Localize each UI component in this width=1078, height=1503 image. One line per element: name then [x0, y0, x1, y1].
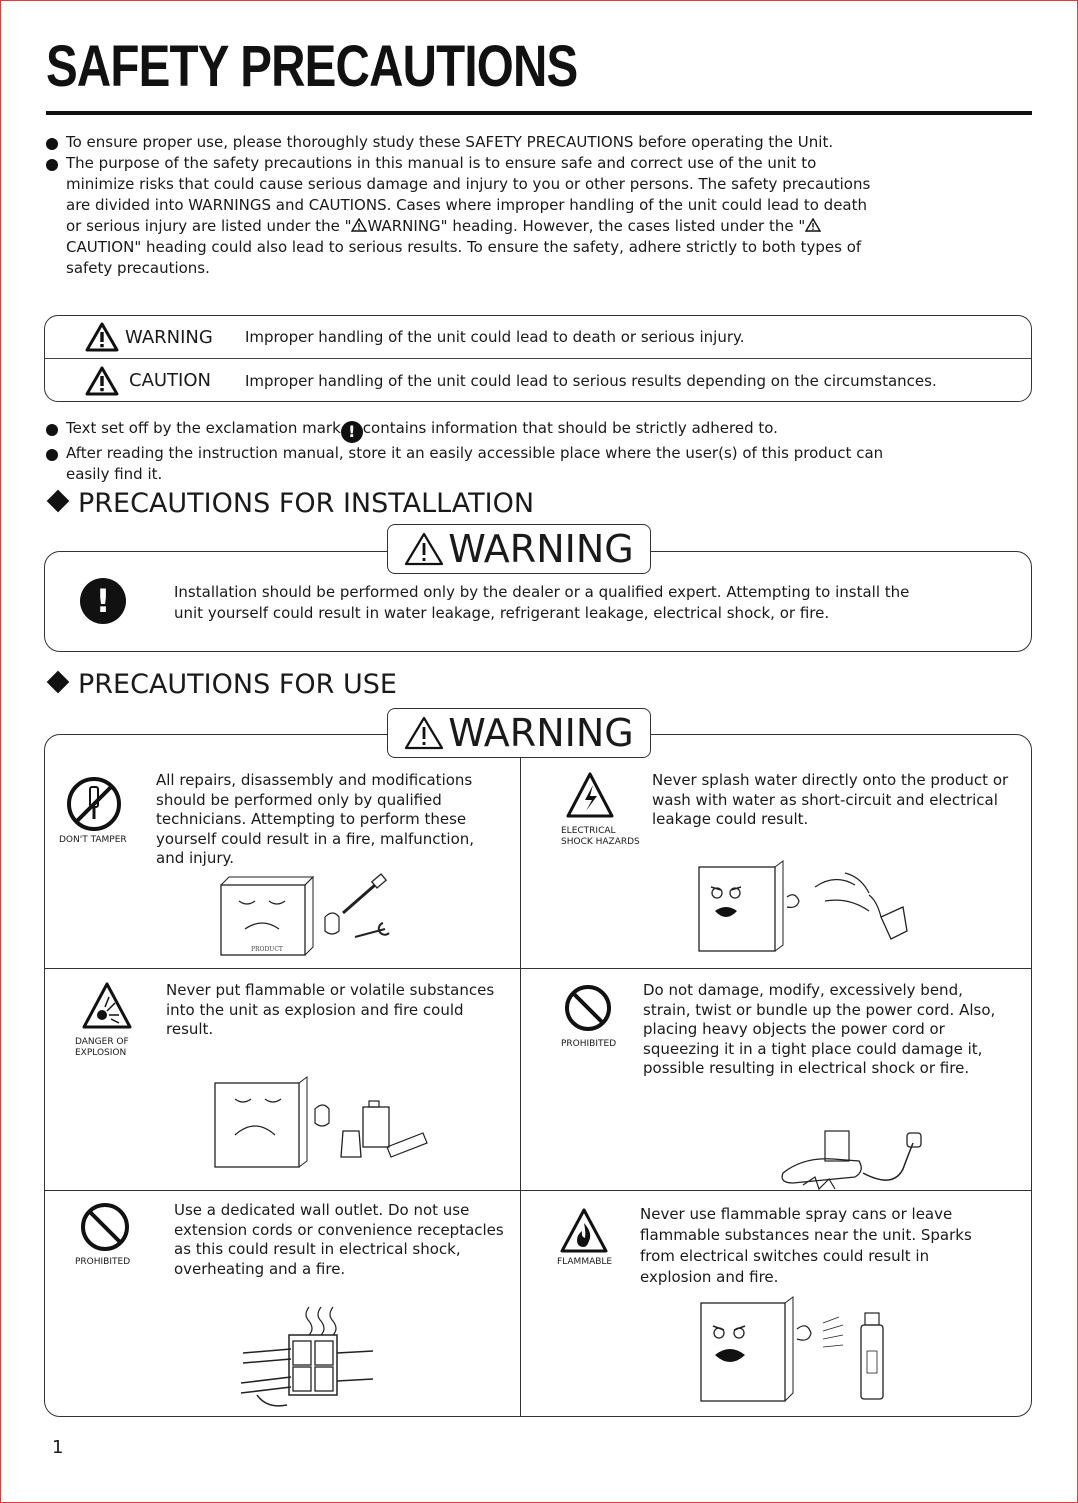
intro-bullet-2-text-a: The purpose of the safety precautions in this manual is to ensure safe and correct use of the unit to minimize risks that could cause serious damage and injury to you or other persons. The safety precautions are divided into WARNINGS and CAUTIONS. Cases where improper handling of the unit could lead to death or serious injury are listed under the " — [66, 154, 871, 235]
installation-heading — [46, 487, 534, 521]
caution-level-desc: Improper handling of the unit could lead to serious results depending on the circumstances. — [245, 371, 937, 390]
warning-triangle-icon — [805, 218, 821, 232]
use-warning-grid — [44, 734, 1032, 1417]
use-cell-flammable — [521, 1191, 1031, 1416]
explosion-icon — [81, 981, 133, 1031]
use-badge-label: WARNING — [448, 711, 634, 755]
flammable-icon — [559, 1207, 609, 1255]
caution-level-row — [45, 359, 1031, 402]
warning-triangle-icon — [351, 218, 367, 232]
use-cell-power-cord — [521, 969, 1031, 1190]
power-cord-warning-text: Do not damage, modify, excessively bend, strain, twist or bundle up the power cord. Also, placing heavy objects the power cord or squeezing it in a tight place could damage it, possible resulting in electrical shock or fire. — [643, 981, 996, 1077]
note-1-text-a: Text set off by the exclamation mark — [66, 419, 341, 437]
product-repair-illustration-icon — [215, 873, 405, 957]
use-cell-tamper — [45, 735, 520, 968]
bullet-dot-icon — [46, 159, 58, 171]
warning-level-row — [45, 316, 1031, 359]
exclamation-mark-icon: ! — [80, 578, 126, 624]
intro-bullet-2-text-c: CAUTION" heading could also lead to serious results. To ensure the safety, adhere strictly to both types of safety precautions. — [66, 238, 862, 277]
electrical-shock-icon — [565, 771, 615, 821]
caution-level-name: CAUTION — [129, 370, 211, 391]
intro-bullet-2-text-b: WARNING" heading. However, the cases listed under the " — [367, 217, 806, 235]
installation-warning-badge — [387, 524, 651, 574]
hazard-level-table — [44, 315, 1032, 402]
warning-triangle-icon — [85, 322, 119, 352]
prohibited-icon — [79, 1201, 131, 1253]
installation-heading-text: PRECAUTIONS FOR INSTALLATION — [78, 488, 535, 519]
prohibited-label: PROHIBITED — [75, 1257, 131, 1267]
installation-warning-text: Installation should be performed only by the dealer or a qualified expert. Attempting to install the unit yourself could result in water leakage, refrigerant leakage, electrical shock, or fire. — [174, 583, 910, 622]
intro-bullet-1-text: To ensure proper use, please thoroughly study these SAFETY PRECAUTIONS before operating the Unit. — [66, 133, 834, 151]
product-illustration-label: PRODUCT — [251, 946, 283, 953]
bullet-dot-icon — [46, 449, 58, 461]
note-bullet-1 — [44, 418, 904, 443]
diamond-bullet-icon — [47, 671, 70, 694]
stepped-cord-illustration-icon — [763, 1129, 943, 1191]
use-cell-electrical — [521, 735, 1031, 968]
explosion-label: DANGER OF EXPLOSION — [75, 1037, 129, 1058]
prohibited-label: PROHIBITED — [561, 1039, 617, 1049]
intro-bullet-1 — [44, 132, 884, 153]
title-rule — [46, 111, 1032, 115]
intro-section — [44, 132, 884, 279]
warning-level-name: WARNING — [125, 326, 213, 348]
bullet-dot-icon — [46, 424, 58, 436]
use-warning-badge — [387, 708, 651, 758]
note-bullet-2 — [44, 443, 904, 485]
caution-triangle-icon — [85, 366, 119, 396]
warning-level-desc: Improper handling of the unit could lead to death or serious injury. — [245, 328, 745, 346]
warning-triangle-icon — [404, 715, 444, 751]
electrical-warning-text: Never splash water directly onto the product or wash with water as short-circuit and electrical leakage could result. — [652, 771, 1009, 828]
water-splash-illustration-icon — [695, 857, 935, 957]
page-number: 1 — [52, 1437, 64, 1458]
page-title: SAFETY PRECAUTIONS — [46, 34, 578, 99]
electrical-shock-label: ELECTRICAL SHOCK HAZARDS — [561, 826, 640, 847]
no-tamper-label: DON'T TAMPER — [59, 835, 127, 845]
volatile-substance-illustration-icon — [211, 1073, 447, 1169]
flammable-label: FLAMMABLE — [557, 1257, 613, 1267]
bullet-dot-icon — [46, 138, 58, 150]
exclamation-mark-icon: ! — [341, 421, 363, 443]
outlet-warning-text: Use a dedicated wall outlet. Do not use extension cords or convenience receptacles as this could result in electrical shock, overheating and a fire. — [174, 1201, 504, 1278]
use-cell-explosion — [45, 969, 520, 1190]
use-cell-outlet — [45, 1191, 520, 1416]
overloaded-outlet-illustration-icon — [237, 1305, 377, 1409]
explosion-warning-text: Never put flammable or volatile substances into the unit as explosion and fire could result. — [166, 981, 495, 1038]
spray-can-illustration-icon — [699, 1295, 929, 1407]
tamper-warning-text: All repairs, disassembly and modifications should be performed only by qualified technicians. Attempting to perform these yourself could result in a fire, malfunction, and injury. — [156, 771, 475, 867]
note-2-text: After reading the instruction manual, store it an easily accessible place where the user(s) of this product can easily find it. — [66, 444, 884, 483]
flammable-warning-text: Never use flammable spray cans or leave flammable substances near the unit. Sparks from electrical switches could result in explosion and fire. — [640, 1205, 972, 1286]
diamond-bullet-icon — [47, 490, 70, 513]
note-1-text-b: contains information that should be strictly adhered to. — [362, 419, 778, 437]
warning-triangle-icon — [404, 531, 444, 567]
intro-bullet-2 — [44, 153, 884, 279]
use-heading-text: PRECAUTIONS FOR USE — [78, 669, 397, 700]
notes-section — [44, 418, 904, 485]
use-heading — [46, 668, 397, 702]
installation-badge-label: WARNING — [448, 527, 634, 571]
prohibited-icon — [563, 983, 613, 1033]
no-tamper-icon — [65, 775, 123, 833]
